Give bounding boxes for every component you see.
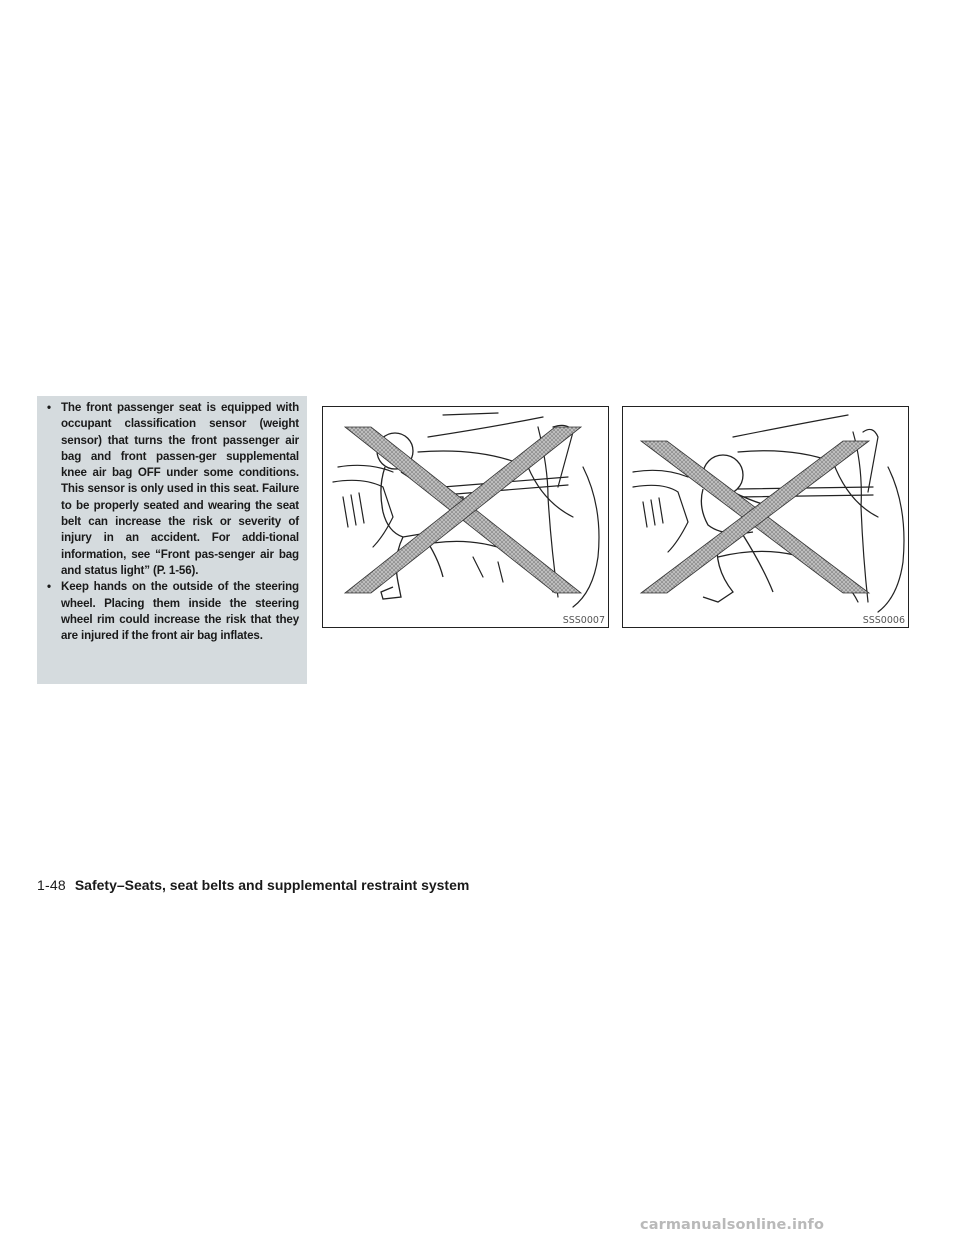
bullet-marker: • xyxy=(47,580,51,594)
page-number: 1-48 xyxy=(37,877,66,893)
prohibited-cross xyxy=(641,441,869,593)
warning-text: Keep hands on the outside of the steering wheel. Placing them inside the steering wheel rim could increase the risk that they are injured if the front air bag inflates. xyxy=(61,580,299,643)
watermark: carmanualsonline.info xyxy=(640,1217,825,1233)
warning-text: The front passenger seat is equipped with occupant classification sensor (weight sensor) that turns the front passenger air bag and front passen-ger supplemental knee air bag OFF under some conditions. This sensor is only used in this seat. Failure to be properly seated and wearing the seat belt can increase the risk or severity of injury in an accident. For addi-tional information, see “Front pas-senger air bag and status light” (P. 1-56). xyxy=(61,401,299,577)
occupant-illustration xyxy=(623,407,909,628)
page-footer xyxy=(37,877,469,893)
section-title: Safety–Seats, seat belts and supplemental restraint system xyxy=(74,877,470,893)
figure-code: SSS0006 xyxy=(862,615,905,626)
bullet-marker: • xyxy=(47,401,51,414)
warning-item-steering-wheel xyxy=(47,579,299,644)
warning-item-seat-sensor xyxy=(47,400,299,579)
figure-code: SSS0007 xyxy=(562,615,605,626)
warning-box xyxy=(37,396,307,684)
figure-improper-seating-left xyxy=(322,406,609,628)
figure-improper-seating-right xyxy=(622,406,909,628)
occupant-illustration xyxy=(323,407,609,628)
